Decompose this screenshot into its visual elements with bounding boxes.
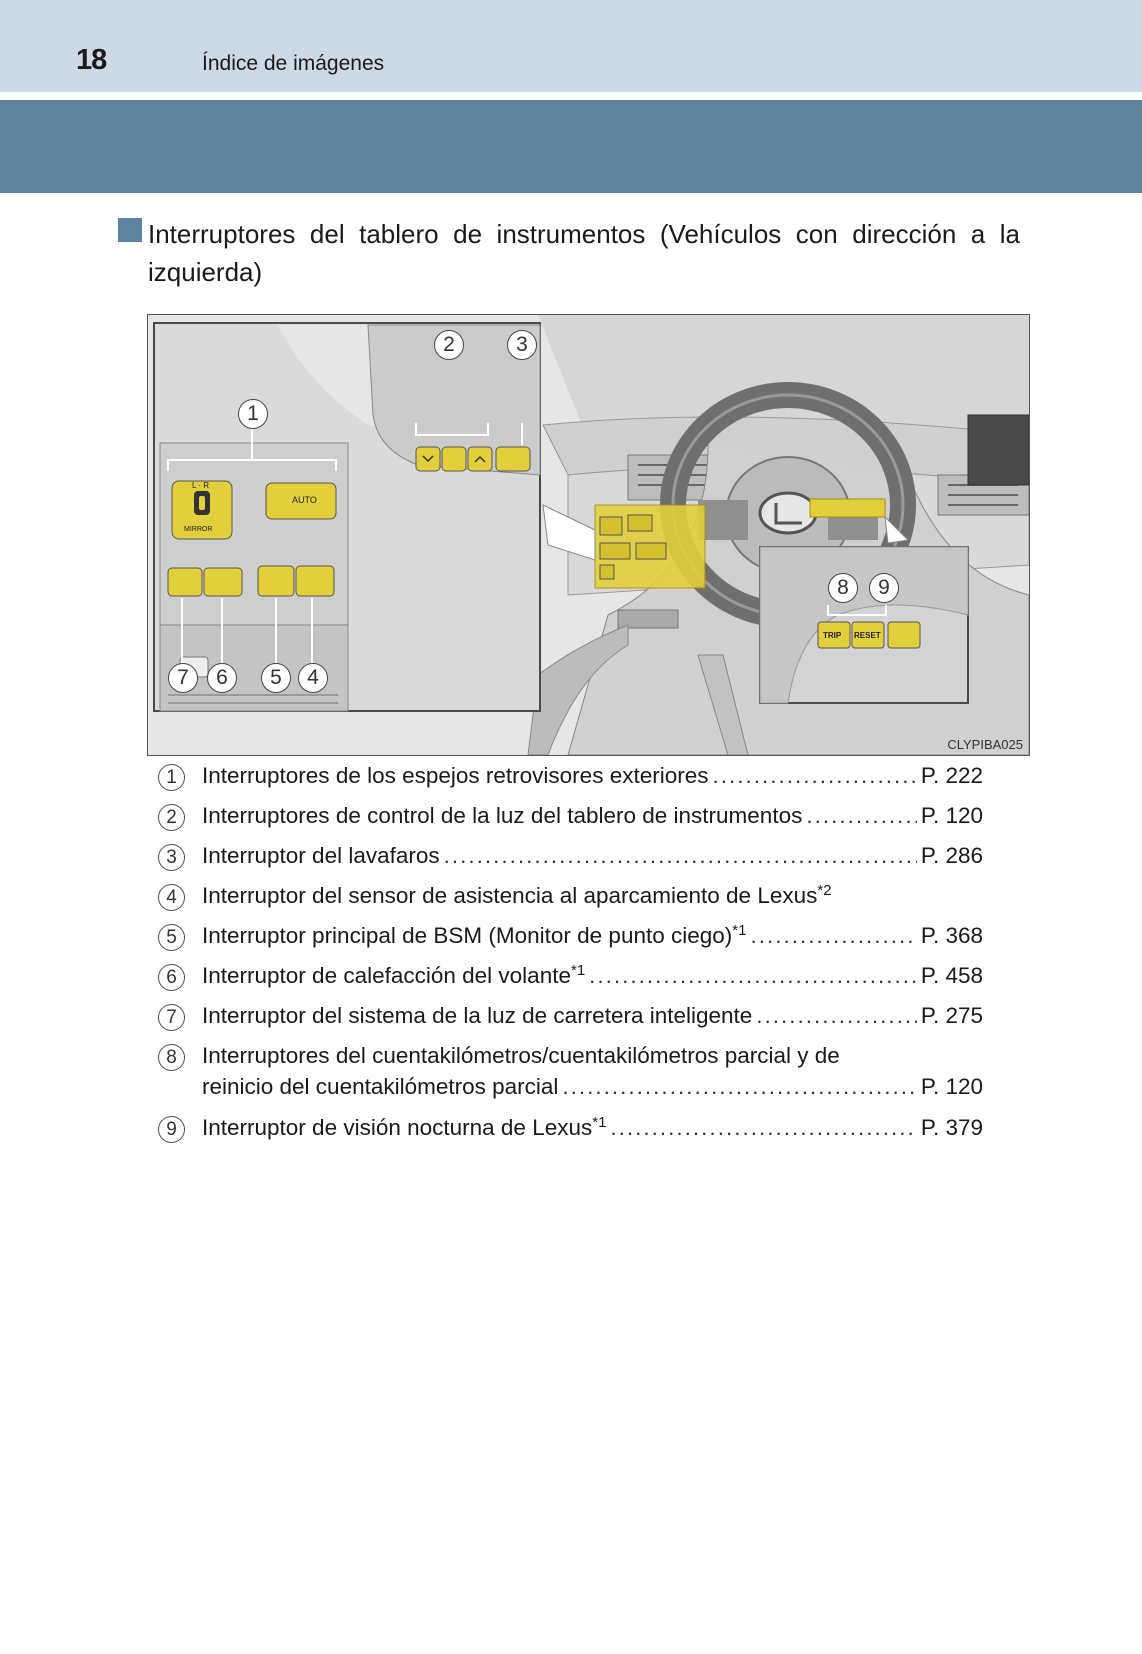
- auto-label: AUTO: [292, 495, 317, 505]
- figure-code: CLYPIBA025: [947, 737, 1023, 752]
- item-label: Interruptores de control de la luz del tablero de instrumentos: [202, 803, 803, 828]
- heading-square-icon: [118, 218, 142, 242]
- item-label-continued: reinicio del cuentakilómetros parcial: [202, 1074, 559, 1099]
- item-label-text: Interruptor principal de BSM (Monitor de punto ciego): [202, 923, 733, 948]
- item-number: 7: [158, 1004, 185, 1031]
- list-item: [158, 756, 983, 796]
- list-item: [158, 836, 983, 876]
- leader-dots: [756, 996, 917, 1036]
- leader-dots: [712, 756, 916, 796]
- callout-2: 2: [434, 330, 464, 360]
- item-number: 2: [158, 804, 185, 831]
- item-list: [158, 756, 983, 1148]
- leader-dots: [610, 1108, 916, 1148]
- section-name: Índice de imágenes: [202, 52, 385, 75]
- item-label: [202, 956, 585, 996]
- item-label: [202, 1108, 606, 1148]
- leader-dots: [562, 1067, 916, 1107]
- footnote-mark: *1: [592, 1114, 607, 1131]
- header-gap: [0, 92, 1142, 100]
- leader-dots: [806, 796, 917, 836]
- item-page-link[interactable]: P. 275: [920, 1003, 983, 1028]
- item-page-link[interactable]: P. 120: [920, 1074, 983, 1099]
- mirror-lr-label: L · R: [192, 481, 210, 490]
- callout-1: 1: [238, 399, 268, 429]
- list-item: [158, 1036, 983, 1108]
- item-label: [202, 876, 832, 916]
- item-number: 8: [158, 1044, 185, 1071]
- item-number: 1: [158, 764, 185, 791]
- reset-label: RESET: [854, 631, 881, 640]
- leader-dots: [750, 916, 916, 956]
- callout-7: 7: [168, 663, 198, 693]
- item-label: Interruptor del sistema de la luz de carretera inteligente: [202, 1003, 753, 1028]
- leader-dots: [589, 956, 917, 996]
- item-page-link[interactable]: P. 368: [920, 923, 983, 948]
- mirror-label: MIRROR: [184, 526, 213, 533]
- item-label-text: Interruptor de calefacción del volante: [202, 963, 571, 988]
- callout-9: 9: [869, 573, 899, 603]
- item-label: Interruptores de los espejos retrovisores exteriores: [202, 763, 709, 788]
- callout-8: 8: [828, 573, 858, 603]
- header-band: [0, 0, 1142, 92]
- footnote-mark: *1: [570, 962, 586, 979]
- item-page-link[interactable]: P. 458: [920, 963, 983, 988]
- page-number: 18: [76, 44, 107, 76]
- dashboard-figure: [147, 314, 1030, 756]
- item-page-link[interactable]: P. 379: [920, 1115, 983, 1140]
- callout-4: 4: [298, 663, 328, 693]
- list-item: [158, 916, 983, 956]
- item-label-text: Interruptor de visión nocturna de Lexus: [202, 1115, 593, 1140]
- trip-label: TRIP: [823, 631, 842, 640]
- callout-6: 6: [207, 663, 237, 693]
- item-number: 5: [158, 924, 185, 951]
- item-label: Interruptores del cuentakilómetros/cuentakilómetros parcial y de: [202, 1043, 840, 1068]
- item-number: 3: [158, 844, 185, 871]
- list-item: [158, 876, 983, 916]
- list-item: [158, 996, 983, 1036]
- header-blue-band: [0, 100, 1142, 193]
- footnote-mark: *1: [732, 922, 747, 939]
- callout-3: 3: [507, 330, 537, 360]
- item-page-link[interactable]: P. 120: [920, 803, 983, 828]
- item-number: 6: [158, 964, 185, 991]
- callout-5: 5: [261, 663, 291, 693]
- list-item: [158, 1108, 983, 1148]
- section-heading: [118, 215, 1020, 291]
- leader-dots: [444, 836, 917, 876]
- footnote-mark: *2: [817, 882, 832, 899]
- item-number: 4: [158, 884, 185, 911]
- item-page-link[interactable]: P. 222: [920, 763, 983, 788]
- item-number: 9: [158, 1116, 185, 1143]
- section-title: Interruptores del tablero de instrumentos (Vehículos con dirección a la izquierda): [148, 219, 1020, 287]
- item-label: [202, 916, 746, 956]
- list-item: [158, 956, 983, 996]
- list-item: [158, 796, 983, 836]
- item-page-link[interactable]: P. 286: [920, 843, 983, 868]
- item-label: Interruptor del lavafaros: [202, 843, 440, 868]
- item-label-text: Interruptor del sensor de asistencia al aparcamiento de Lexus: [202, 883, 818, 908]
